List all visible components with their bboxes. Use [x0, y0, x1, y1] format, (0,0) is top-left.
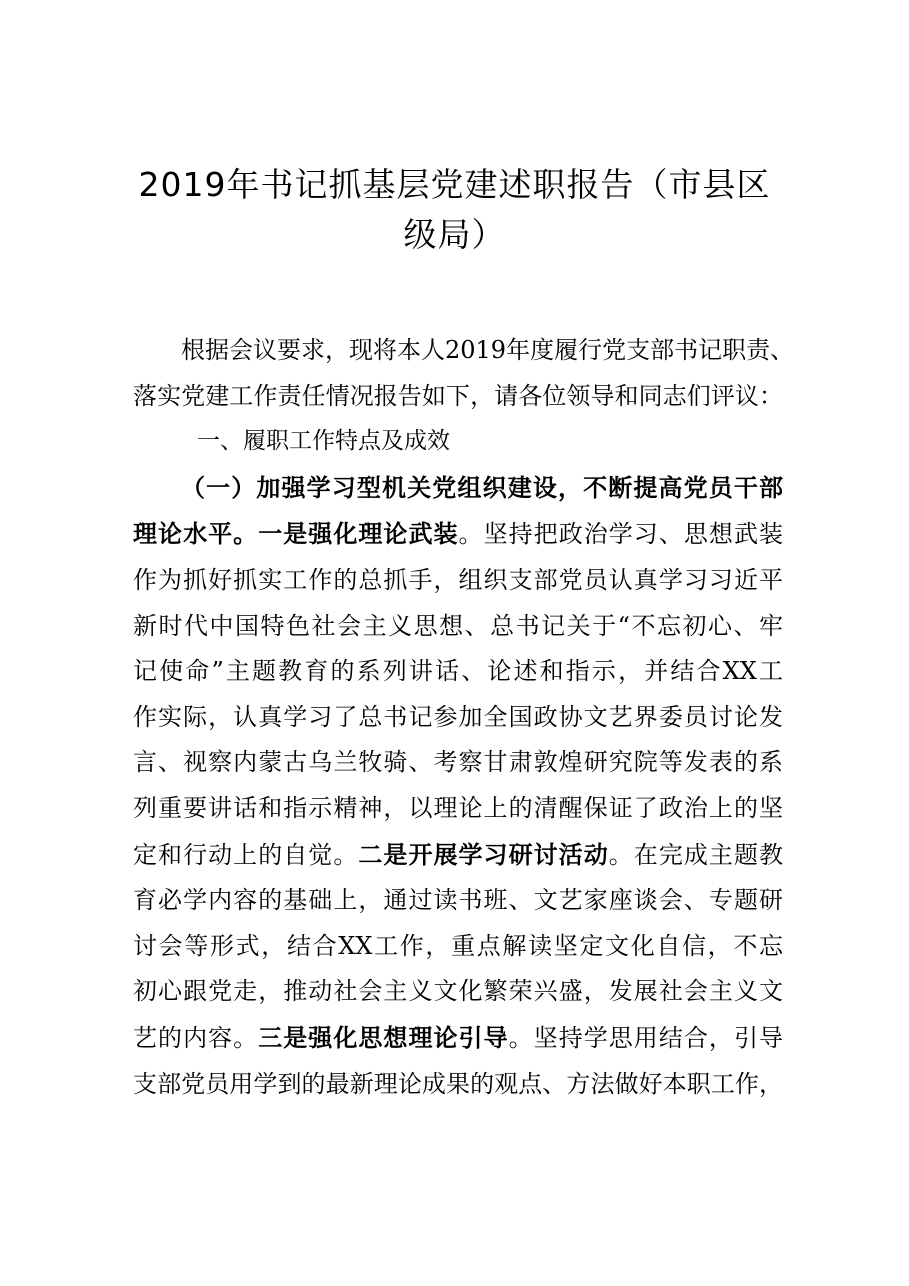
body-line-last: 支部党员用学到的最新理论成果的观点、方法做好本职工作，	[133, 1069, 783, 1098]
title-line-2: 级局）	[403, 215, 506, 254]
point2-label: 二是开展学习研讨活动	[358, 839, 609, 869]
point2-line	[133, 832, 783, 879]
body-line: 新时代中国特色社会主义思想、总书记关于“不忘初心、牢	[133, 611, 783, 640]
point1-text: 。坚持把政治学习、思想武装	[458, 520, 784, 549]
point3-label: 三是强化思想理论引导	[258, 1022, 509, 1052]
body-line: 作实际，认真学习了总书记参加全国政协文艺界委员讨论发	[133, 702, 783, 731]
body-line: 育必学内容的基础上，通过读书班、文艺家座谈会、专题研	[133, 886, 783, 915]
intro-line-2: 落实党建工作责任情况报告如下，请各位领导和同志们评议：	[133, 381, 783, 410]
section-heading: 一、履职工作特点及成效	[197, 428, 450, 455]
body-line: 列重要讲话和指示精神，以理论上的清醒保证了政治上的坚	[133, 793, 783, 822]
point1-label: 一是强化理论武装	[258, 519, 459, 549]
title-line-1: 2019年书记抓基层党建述职报告（市县区	[138, 165, 771, 204]
sub-heading-line-1	[133, 465, 783, 512]
body-line: 记使命”主题教育的系列讲话、论述和指示，并结合XX工	[133, 657, 783, 686]
intro-line-1: 根据会议要求，现将本人2019年度履行党支部书记职责、	[181, 336, 795, 364]
document-body	[133, 328, 795, 1107]
body-line: 言、视察内蒙古乌兰牧骑、考察甘肃敦煌研究院等发表的系	[133, 748, 783, 777]
point3-line	[133, 1015, 783, 1062]
sub-heading-part1: （一）加强学习型机关党组织建设，不断提高党员干部	[181, 472, 783, 502]
document-title	[0, 160, 909, 260]
sub-heading-part2: 理论水平。	[133, 519, 259, 549]
point3-text: 。坚持学思用结合，引导	[508, 1023, 784, 1052]
paragraph-line-1	[133, 511, 783, 558]
body-line: 初心跟党走，推动社会主义文化繁荣兴盛，发展社会主义文	[133, 977, 783, 1006]
body-line: 作为抓好抓实工作的总抓手，组织支部党员认真学习习近平	[133, 565, 783, 594]
point2-prefix: 定和行动上的自觉。	[133, 840, 359, 869]
point2-text: 。在完成主题教	[608, 840, 784, 869]
body-line: 讨会等形式，结合XX工作，重点解读坚定文化自信，不忘	[133, 931, 783, 960]
point3-prefix: 艺的内容。	[133, 1023, 259, 1052]
